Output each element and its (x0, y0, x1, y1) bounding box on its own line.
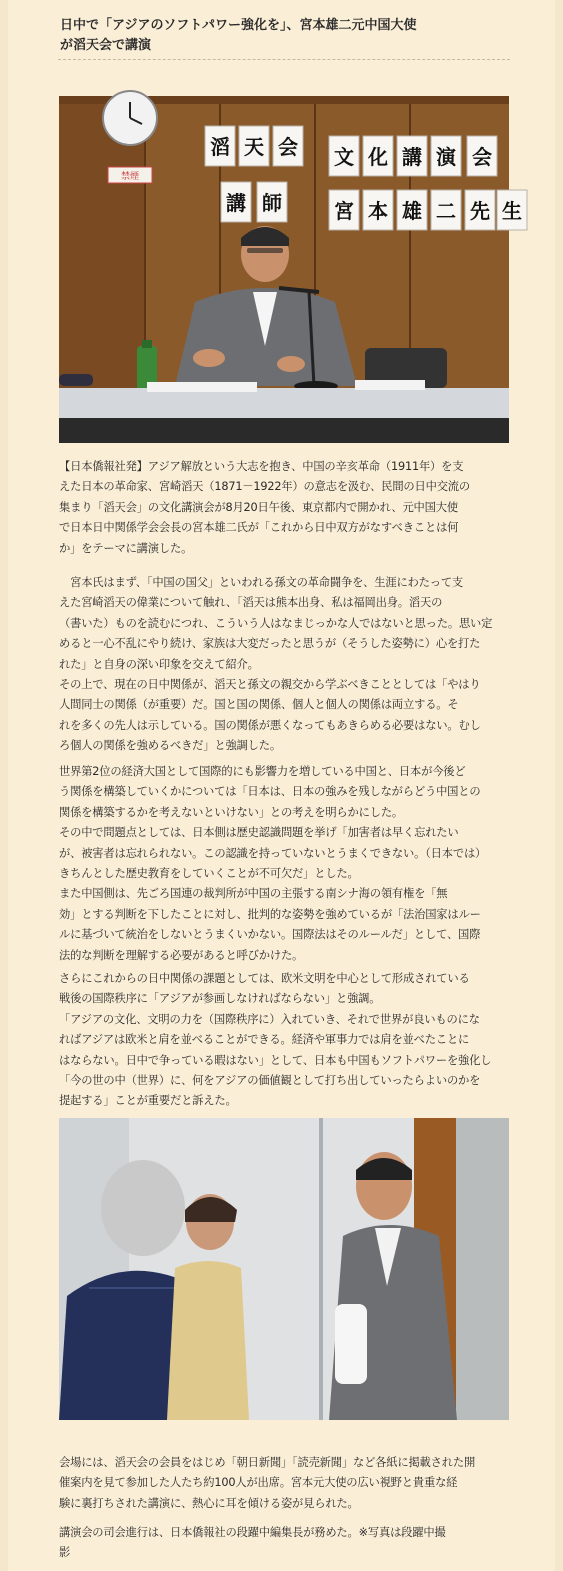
text-line: れた」と自身の深い印象を交えて紹介。 (59, 657, 259, 671)
paragraph-credit (59, 1523, 509, 1564)
title-line-1: 日中で「アジアのソフトパワー強化を」、宮本雄二元中国大使 (60, 18, 417, 33)
text-line: 関係を構築するかを考えないといけない」との考えを明らかにした。 (59, 805, 404, 819)
text-line: さらにこれからの日中関係の課題としては、欧米文明を中心として形成されている (59, 972, 470, 985)
title-divider (58, 59, 510, 60)
banner-char: 二 (436, 199, 456, 223)
banner-char: 本 (368, 199, 388, 223)
text-line: 験に裏打ちされた講演に、熱心に耳を傾ける姿が見られた。 (59, 1496, 359, 1510)
banner-char: 雄 (402, 199, 422, 223)
banner-char: 天 (244, 135, 264, 159)
text-line: ルに基づいて統治をしないとうまくいかない。国際法はそのルールだ」として、国際 (59, 928, 481, 942)
text-line: 「今の世の中（世界）に、何をアジアの価値観として打ち出していったらよいのかを (59, 1074, 481, 1088)
text-line: その上で、現在の日中関係が、滔天と孫文の親交から学ぶべきこととしては「やはり (59, 678, 481, 692)
text-line: えた日本の革命家、宮崎滔天（1871－1922年）の意志を汲む、民間の日中交流の (59, 480, 471, 494)
text-line: 影 (59, 1546, 71, 1560)
article-title (60, 16, 510, 56)
wall-clock (103, 91, 157, 145)
paragraph-relations (59, 762, 509, 966)
text-line: 提起する」ことが重要だと訴えた。 (59, 1094, 237, 1108)
text-line: 【日本僑報社発】アジア解放という大志を抱き、中国の辛亥革命（1911年）を支 (59, 460, 464, 473)
banner-char: 会 (278, 135, 298, 159)
text-line: 催案内を見て参加した人たち約100人が出席。宮本元大使の広い視野と貴重な経 (59, 1476, 458, 1490)
banner-char: 先 (470, 199, 490, 223)
left-frame (0, 0, 8, 1571)
banner-char: 講 (402, 145, 422, 169)
banner-char: 化 (368, 145, 388, 169)
banner-char: 滔 (210, 135, 230, 159)
conversation-photo (59, 1118, 509, 1420)
paragraph-attendance (59, 1453, 509, 1514)
text-line: めると一心不乱にやり続け、家族は大変だったと思うが（そうした姿勢に）心を打た (59, 637, 481, 651)
banner-char: 演 (436, 145, 456, 169)
text-line: 講演会の司会進行は、日本僑報社の段躍中編集長が務めた。※写真は段躍中撮 (59, 1526, 446, 1539)
banner-char: 文 (334, 145, 354, 169)
text-line: が、被害者は忘れられない。この認識を持っていないとうまくできない。（日本では） (59, 846, 487, 860)
text-line: 法的な判断を理解する必要があると呼びかけた。 (59, 948, 304, 962)
text-line: 効」とする判断を下したことに対し、批判的な姿勢を強めているが「法治国家はルー (59, 907, 481, 921)
text-line: はならない。日中で争っている暇はない」として、日本も中国もソフトパワーを強化し (59, 1053, 492, 1067)
text-line: ろ個人の関係を強めるべきだ」と強調した。 (59, 739, 281, 753)
text-line: 会場には、滔天会の会員をはじめ「朝日新聞」「読売新聞」など各紙に掲載された開 (59, 1456, 476, 1469)
no-smoking-sign: 禁煙 (120, 172, 140, 182)
text-line: えた宮崎滔天の偉業について触れ、「滔天は熊本出身、私は福岡出身。滔天の (59, 596, 443, 610)
banner-char: 宮 (334, 199, 354, 223)
lecture-photo (59, 96, 522, 443)
text-line: 戦後の国際秩序に「アジアが参画しなければならない」と強調。 (59, 992, 381, 1006)
text-line: か」をテーマに講演した。 (59, 541, 193, 555)
banner-char: 生 (502, 199, 522, 223)
text-line: ればアジアは欧米と肩を並べることができる。経済や軍事力では肩を並べたことに (59, 1033, 470, 1047)
banner-char: 師 (262, 191, 282, 215)
paragraph-miyamoto-remarks (59, 573, 509, 757)
banner-char: 会 (472, 145, 492, 169)
text-line: う関係を構築していくかについては「日本は、日本の強みを残しながらどう中国との (59, 785, 481, 799)
right-frame (555, 0, 563, 1571)
text-line: 「アジアの文化、文明の力を（国際秩序に）入れていき、それで世界が良いものにな (59, 1012, 480, 1026)
paragraph-intro (59, 457, 509, 559)
text-line: 世界第2位の経済大国として国際的にも影響力を増している中国と、日本が今後ど (59, 765, 466, 778)
banner-char: 講 (226, 191, 246, 215)
paragraph-challenges (59, 969, 509, 1112)
text-line: 宮本氏はまず、「中国の国父」といわれる孫文の革命闘争を、生涯にわたって支 (59, 576, 464, 589)
text-line: その中で問題点としては、日本側は歴史認識問題を挙げ「加害者は早く忘れたい (59, 826, 459, 840)
text-line: また中国側は、先ごろ国連の裁判所が中国の主張する南シナ海の領有権を「無 (59, 887, 448, 901)
text-line: 人間同士の関係（が重要）だ。国と国の関係、個人と個人の関係は両立する。そ (59, 698, 459, 712)
text-line: 集まり「滔天会」の文化講演会が8月20日午後、東京都内で開かれ、元中国大使 (59, 500, 458, 514)
text-line: で日本日中関係学会会長の宮本雄二氏が「これから日中双方がなすべきことは何 (59, 521, 459, 535)
text-line: きちんとした歴史教育をしていくことが不可欠だ」とした。 (59, 867, 359, 881)
text-line: れを多くの先人は示している。国の関係が悪くなってもあきらめる必要はない。むし (59, 718, 481, 732)
title-line-2: が滔天会で講演 (60, 38, 152, 53)
text-line: （書いた）ものを読むにつれ、こういう人はなまじっかな人ではないと思った。思い定 (59, 616, 493, 630)
